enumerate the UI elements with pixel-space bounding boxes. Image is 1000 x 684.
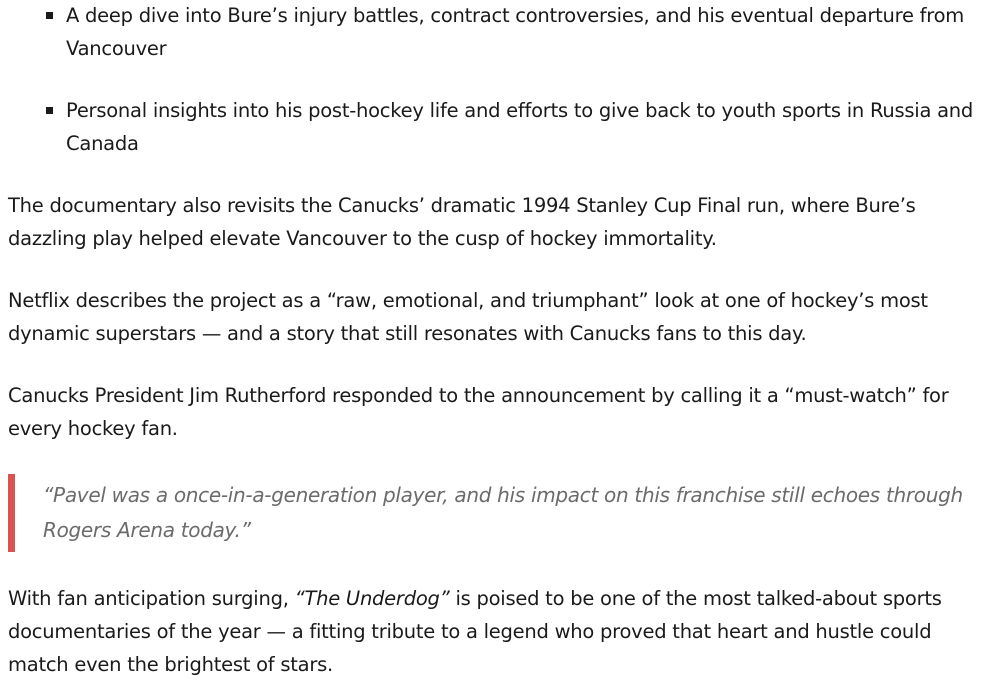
closing-prefix: With fan anticipation surging,: [8, 587, 295, 610]
paragraph-netflix: Netflix describes the project as a “raw, emotional, and triumphant” look at one of hockey’s most dynamic superstars — and a story that still resonates with Canucks fans to this day.: [8, 289, 928, 345]
paragraph-rutherford: Canucks President Jim Rutherford responded to the announcement by calling it a “must-watch” for every hockey fan.: [8, 384, 949, 440]
pull-quote: [8, 474, 992, 552]
paragraph-stanley-cup: The documentary also revisits the Canucks’ dramatic 1994 Stanley Cup Final run, where Bure’s dazzling play helped elevate Vancouver to the cusp of hockey immortality.: [8, 194, 916, 250]
feature-list: [8, 0, 992, 160]
documentary-title: “The Underdog”: [294, 587, 450, 610]
list-item: A deep dive into Bure’s injury battles, contract controversies, and his eventual departure from Vancouver: [66, 0, 992, 65]
paragraph-closing: [8, 582, 992, 681]
closing-suffix: is poised to be one of the most talked-about sports documentaries of the year — a fitting tribute to a legend who proved that heart and hustle could match even the brightest of stars.: [8, 587, 942, 676]
list-item: Personal insights into his post-hockey life and efforts to give back to youth sports in Russia and Canada: [66, 94, 992, 160]
quote-text: “Pavel was a once-in-a-generation player, and his impact on this franchise still echoes through Rogers Arena today.”: [43, 483, 963, 542]
